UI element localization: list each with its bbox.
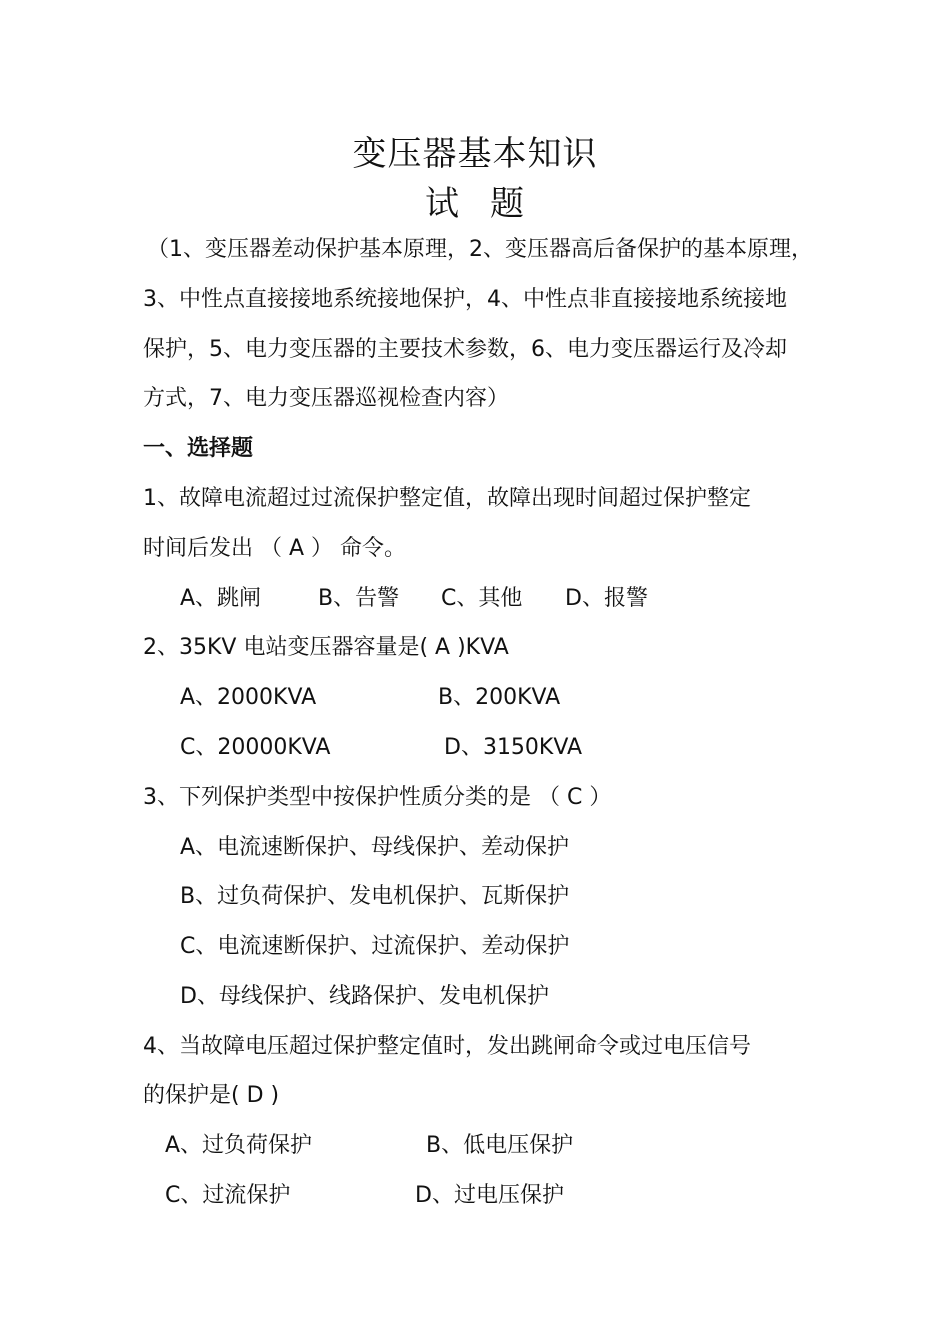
question-2-option-a: A、2000KVA (180, 685, 317, 710)
question-3-option-d: D、母线保护、线路保护、发电机保护 (180, 984, 549, 1009)
question-1-option-c: C、其他 (441, 586, 523, 611)
question-4-option-a: A、过负荷保护 (165, 1133, 313, 1158)
intro-line: 3、中性点直接接地系统接地保护，4、中性点非直接接地系统接地 (143, 287, 787, 312)
intro-line: 方式，7、电力变压器巡视检查内容） (143, 386, 509, 411)
question-4-option-b: B、低电压保护 (426, 1133, 574, 1158)
document-subtitle (0, 176, 950, 225)
question-1-option-d: D、报警 (565, 586, 648, 611)
question-1-text: 时间后发出 （ A ） 命令。 (143, 536, 407, 561)
section-heading: 一、选择题 (143, 436, 254, 461)
question-1-option-a: A、跳闸 (180, 586, 262, 611)
question-4-text: 的保护是( D ) (143, 1083, 280, 1108)
question-3-option-b: B、过负荷保护、发电机保护、瓦斯保护 (180, 884, 570, 909)
subtitle-char-2: 题 (490, 184, 525, 224)
intro-line: （1、变压器差动保护基本原理，2、变压器高后备保护的基本原理， (147, 237, 813, 262)
question-2-option-c: C、20000KVA (180, 735, 331, 760)
question-3-option-c: C、电流速断保护、过流保护、差动保护 (180, 934, 570, 959)
subtitle-char-1: 试 (425, 184, 460, 224)
question-3-text: 3、下列保护类型中按保护性质分类的是 （ C ） (143, 785, 612, 810)
question-4-option-d: D、过电压保护 (415, 1183, 564, 1208)
document-title: 变压器基本知识 (352, 134, 598, 174)
question-4-option-c: C、过流保护 (165, 1183, 291, 1208)
intro-line: 保护，5、电力变压器的主要技术参数，6、电力变压器运行及冷却 (143, 337, 787, 362)
question-2-option-d: D、3150KVA (444, 735, 583, 760)
question-2-text: 2、35KV 电站变压器容量是( A )KVA (143, 635, 509, 660)
question-4-text: 4、当故障电压超过保护整定值时，发出跳闸命令或过电压信号 (143, 1034, 751, 1059)
question-2-option-b: B、200KVA (438, 685, 561, 710)
question-1-text: 1、故障电流超过过流保护整定值，故障出现时间超过保护整定 (143, 486, 751, 511)
question-3-option-a: A、电流速断保护、母线保护、差动保护 (180, 835, 570, 860)
question-1-option-b: B、告警 (318, 586, 400, 611)
